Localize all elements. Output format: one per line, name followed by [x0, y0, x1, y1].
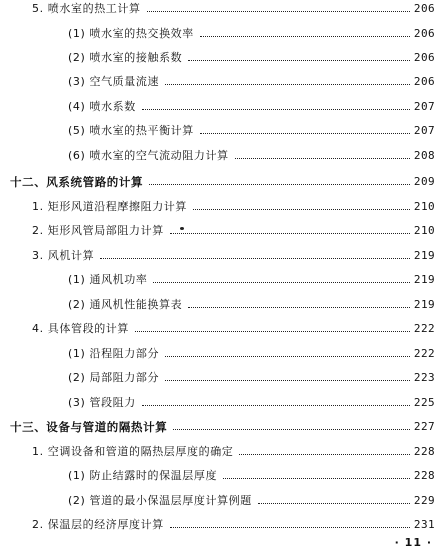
toc-entry-title: 1. 矩形风道沿程摩擦阻力计算 [32, 200, 187, 213]
toc-entry-page: 219 [413, 273, 435, 286]
toc-entry-page: 228 [413, 469, 435, 482]
toc-entry [68, 296, 435, 314]
dot-leader [200, 35, 410, 37]
dot-leader [142, 108, 410, 110]
toc-entry-title: 2. 矩形风管局部阻力计算 [32, 224, 164, 237]
toc-entry-title: (4) 喷水系数 [68, 100, 136, 113]
toc-entry-page: 208 [413, 149, 435, 162]
dot-leader [239, 453, 410, 455]
print-speck [180, 227, 184, 230]
toc-entry [68, 147, 435, 165]
toc-entry [32, 222, 435, 240]
dot-leader [100, 257, 410, 259]
dot-leader [135, 330, 410, 332]
toc-entry-title: (1) 沿程阻力部分 [68, 347, 160, 360]
toc-entry [68, 369, 435, 387]
toc-entry-page: 229 [413, 494, 435, 507]
dot-leader [153, 281, 409, 283]
toc-entry-title: (5) 喷水室的热平衡计算 [68, 124, 194, 137]
dot-leader [142, 404, 410, 406]
dot-leader [149, 183, 410, 185]
toc-entry [32, 198, 435, 216]
dot-leader [223, 477, 410, 479]
toc-entry-title: 2. 保温层的经济厚度计算 [32, 518, 164, 531]
toc-entry-page: 206 [413, 27, 435, 40]
toc-chapter-entry [10, 173, 435, 191]
dot-leader [170, 232, 410, 234]
dot-leader [193, 208, 410, 210]
dot-leader [188, 59, 410, 61]
toc-entry-title: (3) 管段阻力 [68, 396, 136, 409]
toc-entry-page: 207 [413, 100, 435, 113]
toc-entry [68, 271, 435, 289]
toc-entry-title: (1) 喷水室的热交换效率 [68, 27, 194, 40]
toc-chapter-title: 十三、设备与管道的隔热计算 [10, 420, 168, 434]
toc-entry [68, 98, 435, 116]
toc-entry [68, 122, 435, 140]
toc-entry-page: 219 [413, 298, 435, 311]
toc-entry-page: 207 [413, 124, 435, 137]
toc-entry-page: 227 [413, 420, 435, 433]
toc-entry-page: 222 [413, 347, 435, 360]
toc-entry-title: 4. 具体管段的计算 [32, 322, 129, 335]
toc-entry [68, 25, 435, 43]
toc-entry-page: 219 [413, 249, 435, 262]
toc-entry [32, 320, 435, 338]
dot-leader [188, 306, 410, 308]
toc-entry-page: 225 [413, 396, 435, 409]
toc-entry-title: (1) 通风机功率 [68, 273, 148, 286]
toc-entry-title: (2) 喷水室的接触系数 [68, 51, 183, 64]
toc-entry-title: 1. 空调设备和管道的隔热层厚度的确定 [32, 445, 234, 458]
toc-entry-page: 231 [413, 518, 435, 531]
toc-entry-title: 3. 风机计算 [32, 249, 95, 262]
toc-entry-page: 222 [413, 322, 435, 335]
dot-leader [173, 428, 410, 430]
page-number: · 11 · [394, 536, 432, 549]
toc-entry [32, 443, 435, 461]
toc-entry [68, 73, 435, 91]
toc-entry-page: 210 [413, 200, 435, 213]
dot-leader [165, 355, 410, 357]
toc-entry-title: (6) 喷水室的空气流动阻力计算 [68, 149, 229, 162]
toc-entry-page: 210 [413, 224, 435, 237]
toc-entry-title: (3) 空气质量流速 [68, 75, 160, 88]
toc-entry-title: (2) 通风机性能换算表 [68, 298, 183, 311]
toc-entry [68, 345, 435, 363]
toc-entry-page: 228 [413, 445, 435, 458]
toc-chapter-entry [10, 418, 435, 436]
dot-leader [200, 132, 410, 134]
toc-entry [68, 394, 435, 412]
toc-entry-title: (1) 防止结露时的保温层厚度 [68, 469, 218, 482]
toc-entry [68, 467, 435, 485]
toc-entry [68, 49, 435, 67]
toc-entry-page: 223 [413, 371, 435, 384]
dot-leader [258, 502, 410, 504]
dot-leader [147, 10, 410, 12]
toc-entry-title: (2) 局部阻力部分 [68, 371, 160, 384]
toc-entry [32, 247, 435, 265]
dot-leader [170, 526, 410, 528]
toc-entry-page: 206 [413, 51, 435, 64]
toc-entry [32, 0, 435, 18]
dot-leader [235, 157, 410, 159]
dot-leader [165, 379, 410, 381]
toc-entry [32, 516, 435, 534]
toc-entry-page: 206 [413, 2, 435, 15]
toc-entry-title: (2) 管道的最小保温层厚度计算例题 [68, 494, 252, 507]
toc-chapter-title: 十二、风系统管路的计算 [10, 175, 144, 189]
toc-entry-page: 209 [413, 175, 435, 188]
toc-entry-page: 206 [413, 75, 435, 88]
toc-entry [68, 492, 435, 510]
dot-leader [165, 83, 410, 85]
toc-entry-title: 5. 喷水室的热工计算 [32, 2, 141, 15]
